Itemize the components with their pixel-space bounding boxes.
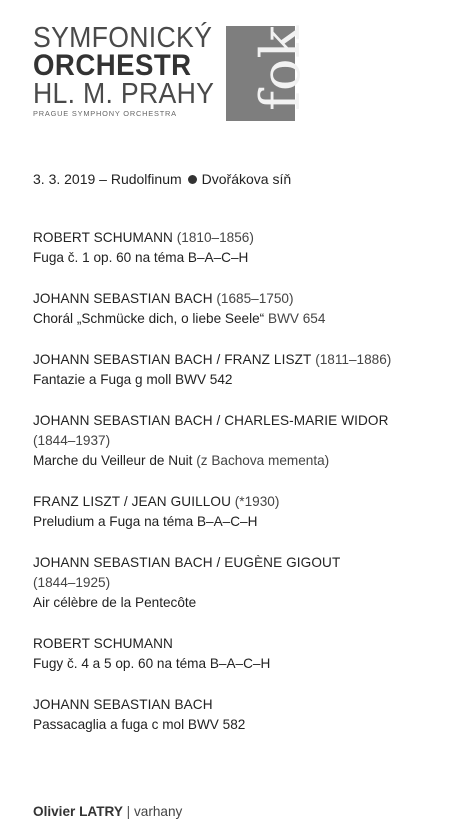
concert-program: [33, 228, 448, 756]
event-date: 3. 3. 2019 – Rudolfinum: [33, 171, 182, 187]
bullet-dot-icon: [188, 175, 197, 184]
event-date-venue: [33, 170, 291, 188]
logo-line-orchestr: ORCHESTR: [33, 49, 192, 82]
work-title: Passacaglia a fuga c mol BWV 582: [33, 717, 246, 732]
program-item: [33, 695, 448, 735]
logo-line-hl-m-prahy: HL. M. PRAHY: [33, 78, 215, 110]
composer-name: JOHANN SEBASTIAN BACH / FRANZ LISZT: [33, 352, 312, 367]
composer-years: (1811–1886): [315, 352, 392, 367]
work-title: Fugy č. 4 a 5 op. 60 na téma B–A–C–H: [33, 656, 271, 671]
composer-name: JOHANN SEBASTIAN BACH / CHARLES-MARIE WIDOR: [33, 413, 389, 428]
work-title: Preludium a Fuga na téma B–A–C–H: [33, 514, 258, 529]
program-item: [33, 411, 448, 471]
composer-name: FRANZ LISZT / JEAN GUILLOU: [33, 494, 231, 509]
composer-name: JOHANN SEBASTIAN BACH: [33, 697, 213, 712]
performer-name: Olivier LATRY: [33, 804, 123, 819]
composer-years: (1844–1925): [33, 575, 111, 590]
work-note: (z Bachova mementa): [196, 453, 330, 468]
work-title: Fuga č. 1 op. 60 na téma B–A–C–H: [33, 250, 249, 265]
performer-separator: |: [126, 804, 131, 819]
program-item: [33, 228, 448, 268]
composer-years: (1844–1937): [33, 433, 111, 448]
logo-line-prague-symphony-orchestra: PRAGUE SYMPHONY ORCHESTRA: [33, 109, 177, 118]
performer-line: [33, 803, 182, 821]
composer-name: ROBERT SCHUMANN: [33, 636, 173, 651]
composer-years: (1685–1750): [216, 291, 294, 306]
fok-logo-letters: fok: [249, 25, 312, 111]
program-item: [33, 350, 448, 390]
program-item: [33, 634, 448, 674]
composer-name: ROBERT SCHUMANN: [33, 230, 173, 245]
program-item: [33, 492, 448, 532]
work-note: BWV 654: [268, 311, 326, 326]
orchestra-logo-text: [33, 24, 223, 119]
composer-years: (*1930): [234, 494, 280, 509]
composer-years: (1810–1856): [176, 230, 254, 245]
composer-name: JOHANN SEBASTIAN BACH / EUGÈNE GIGOUT: [33, 555, 341, 570]
work-title: Fantazie a Fuga g moll BWV 542: [33, 372, 233, 387]
fok-logo-icon: [226, 25, 312, 121]
work-title: Air célèbre de la Pentecôte: [33, 595, 197, 610]
program-item: [33, 289, 448, 329]
work-title: Chorál „Schmücke dich, o liebe Seele“: [33, 311, 265, 326]
composer-name: JOHANN SEBASTIAN BACH: [33, 291, 213, 306]
event-hall: Dvořákova síň: [201, 171, 292, 187]
performer-role: varhany: [133, 804, 183, 819]
program-item: [33, 553, 448, 613]
fok-logo: [226, 25, 312, 121]
work-title: Marche du Veilleur de Nuit: [33, 453, 193, 468]
logo-line-symfonicky: SYMFONICKÝ: [33, 22, 213, 54]
